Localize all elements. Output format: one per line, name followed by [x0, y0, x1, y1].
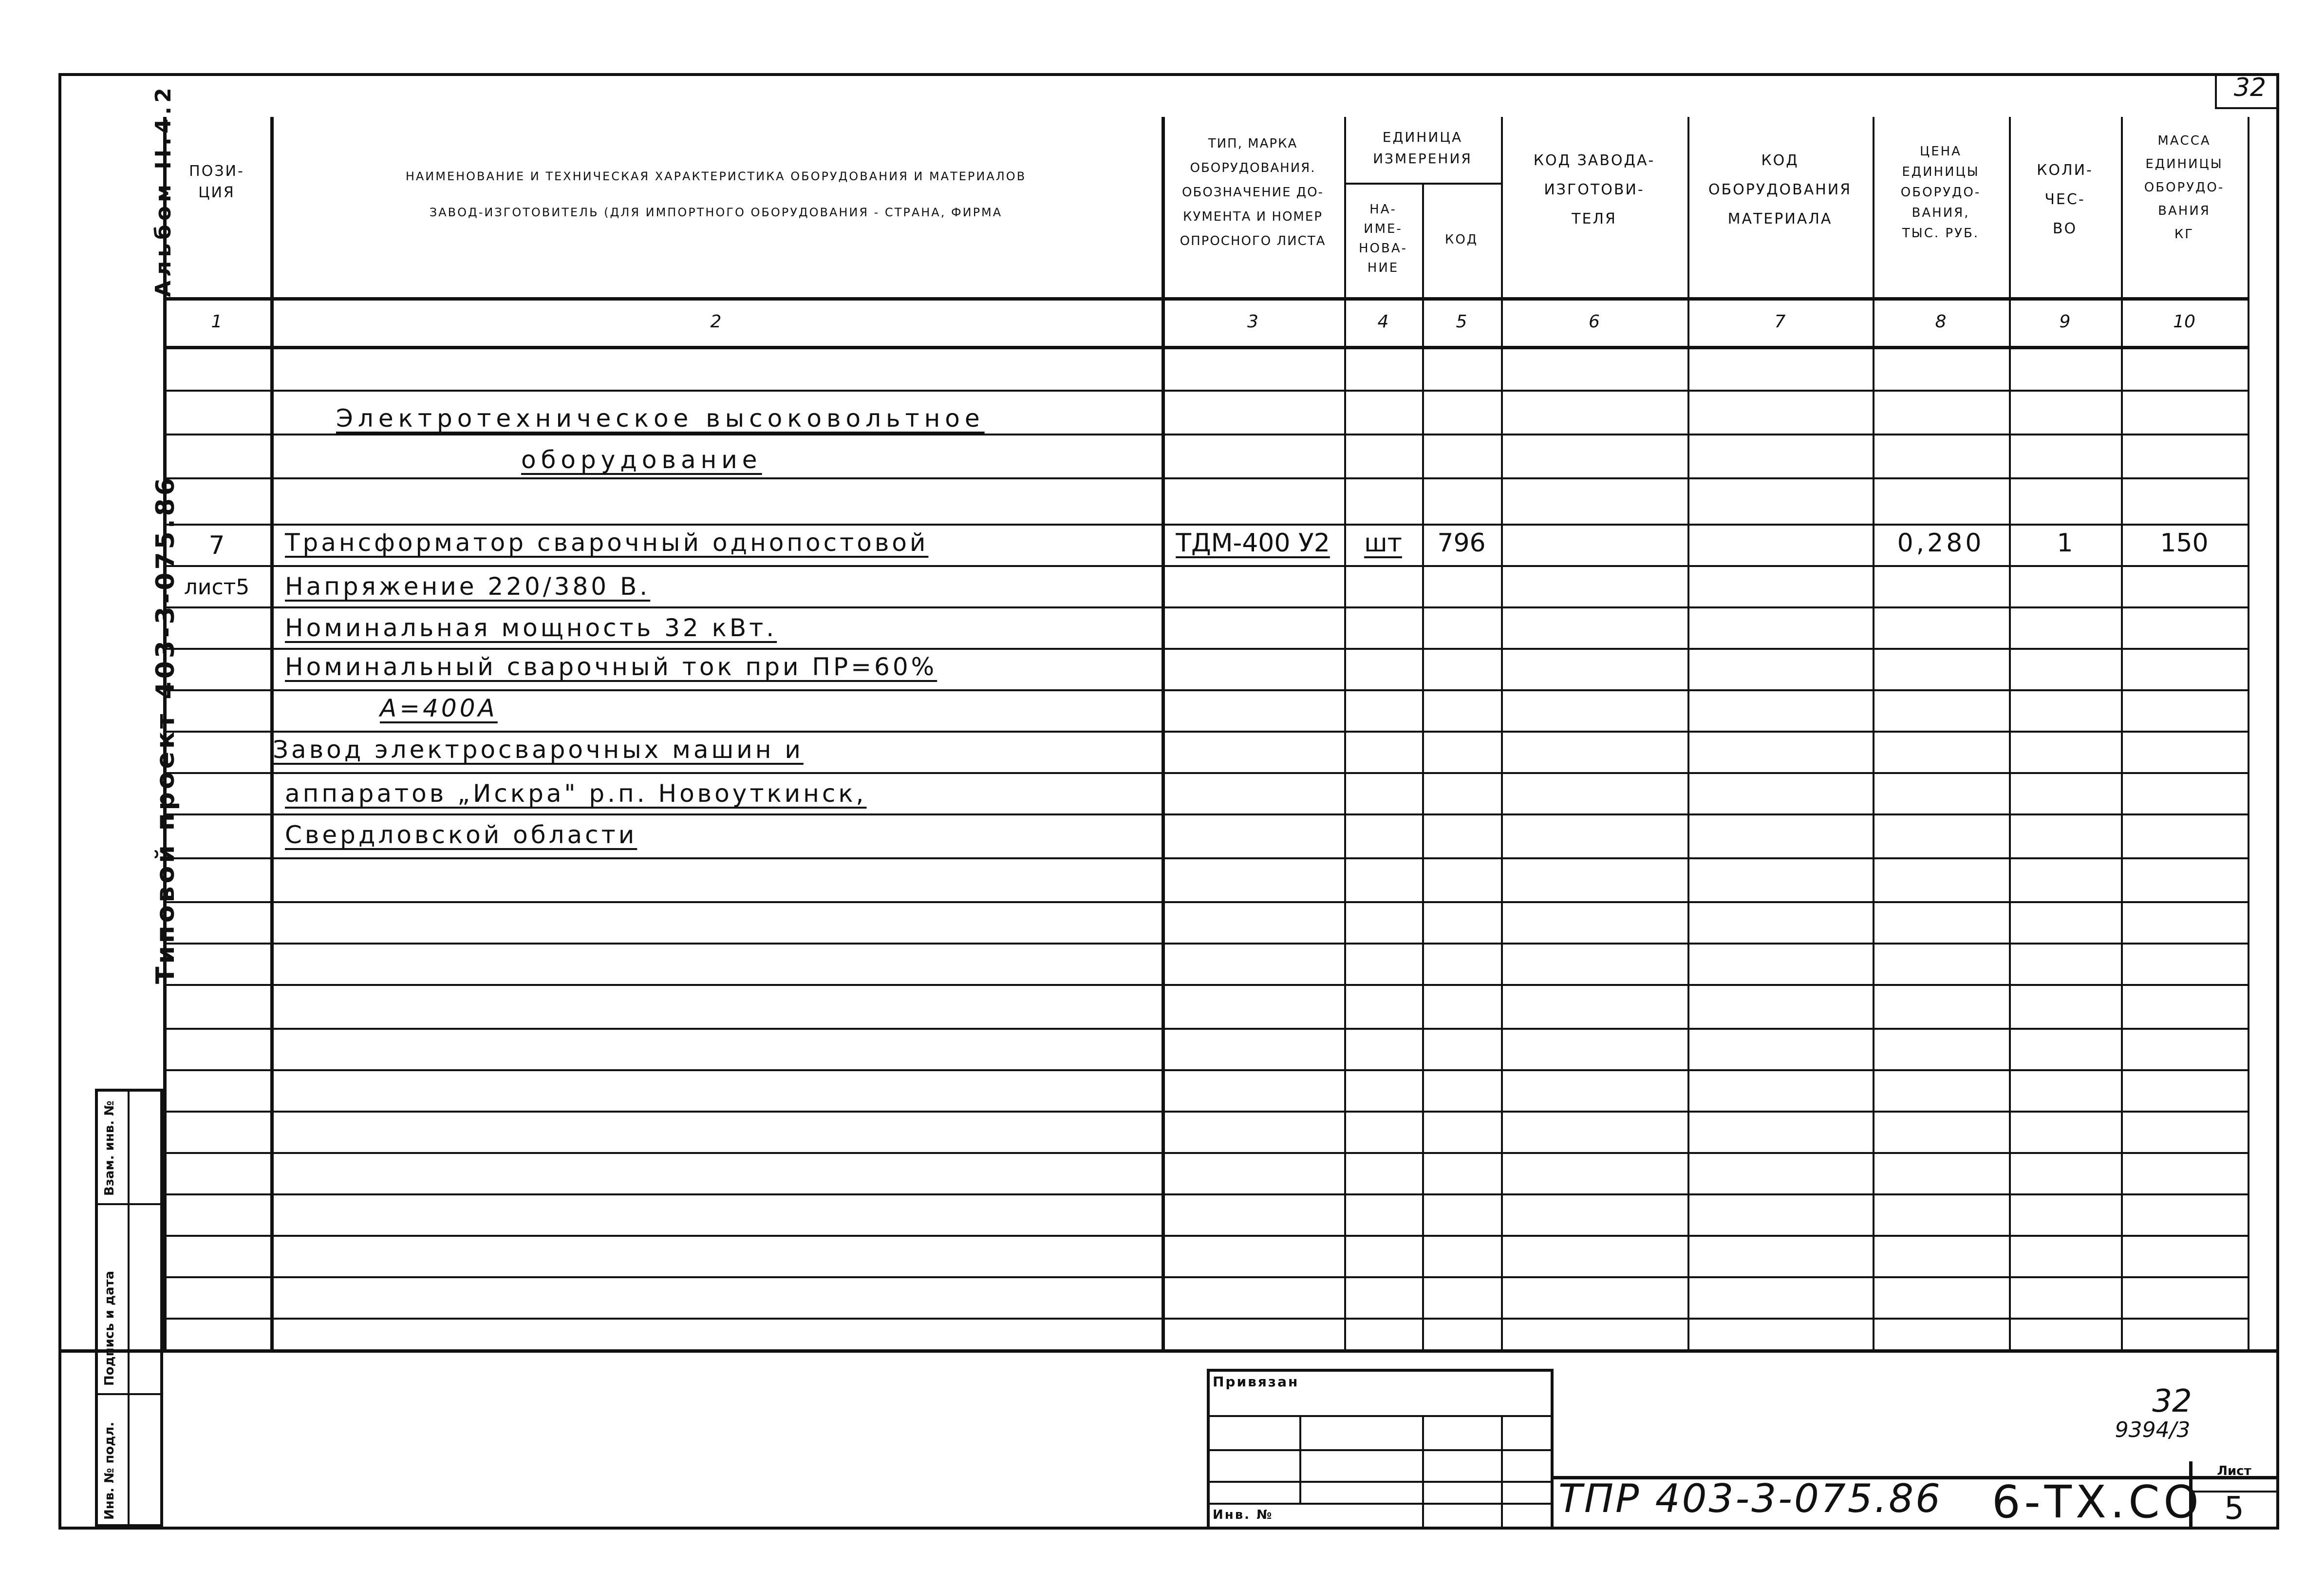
table-row-line	[163, 1276, 2248, 1278]
list-number: 5	[2224, 1491, 2244, 1527]
col-num-5: 5	[1456, 312, 1467, 332]
col-num-4: 4	[1377, 312, 1389, 332]
table-row-line	[163, 1152, 2248, 1154]
item-line-5: А=400А	[380, 694, 498, 722]
table-row-line	[163, 984, 2248, 986]
corner-sheet-number: 32	[2233, 73, 2267, 102]
corner-box-line	[2215, 107, 2279, 109]
table-row-line	[163, 1318, 2248, 1320]
table-row-line	[163, 434, 2248, 435]
table-row-line	[163, 772, 2248, 774]
item-unit-code: 796	[1437, 529, 1486, 558]
col-num-9: 9	[2059, 312, 2071, 332]
col9-header: КОЛИ- ЧЕС- ВО	[2037, 162, 2093, 237]
table-row-line	[163, 731, 2248, 733]
section-title-line-2: оборудование	[521, 446, 762, 474]
col-num-6: 6	[1589, 312, 1600, 332]
sheet-code: 6-ТХ.СО	[1992, 1476, 2203, 1528]
col3-header: ТИП, МАРКА ОБОРУДОВАНИЯ. ОБОЗНАЧЕНИЕ ДО- КУМЕНТА И НОМЕР ОПРОСНОГО ЛИСТА	[1180, 136, 1326, 248]
table-row-line	[163, 524, 2248, 526]
col2-header: НАИМЕНОВАНИЕ И ТЕХНИЧЕСКАЯ ХАРАКТЕРИСТИКА ОБОРУДОВАНИЯ И МАТЕРИАЛОВ ЗАВОД-ИЗГОТОВИТЕЛЬ (ДЛЯ ИМПОРТНОГО ОБОРУДОВАНИЯ - СТРАНА, ФИРМА	[405, 170, 1027, 219]
signature-date-label: Подпись и дата	[102, 1270, 117, 1386]
album-label: Альбом II.4.2	[151, 84, 176, 297]
table-row-line	[163, 813, 2248, 815]
col8-header: ЦЕНА ЕДИНИЦЫ ОБОРУДО- ВАНИЯ, ТЫС. РУБ.	[1900, 144, 1981, 241]
section-title-line-1: Электротехническое высоковольтное	[336, 404, 985, 433]
item-line-7: аппаратов „Искра" р.п. Новоуткинск,	[285, 779, 867, 808]
col-num-10: 10	[2173, 312, 2195, 332]
unit-group-header: ЕДИНИЦА ИЗМЕРЕНИЯ	[1373, 129, 1472, 167]
table-row-line	[163, 901, 2248, 903]
item-quantity: 1	[2057, 529, 2073, 558]
item-line-8: Свердловской области	[285, 821, 637, 849]
item-position: 7	[208, 531, 225, 560]
item-line-4: Номинальный сварочный ток при ПР=60%	[285, 653, 937, 681]
item-line-3: Номинальная мощность 32 кВт.	[285, 614, 777, 642]
col1-header: ПОЗИ- ЦИЯ	[189, 163, 244, 201]
page-number: 32	[2152, 1383, 2192, 1419]
inv-no-label: Инв. №	[1213, 1508, 1274, 1522]
table-row-line	[163, 1028, 2248, 1030]
col-num-7: 7	[1774, 312, 1786, 332]
item-unit-name: шт	[1364, 529, 1402, 558]
table-row-line	[163, 689, 2248, 691]
item-line-6: Завод электросварочных машин и	[273, 736, 804, 764]
item-price: 0,280	[1897, 529, 1985, 558]
table-row-line	[163, 648, 2248, 650]
table-row-line	[163, 1069, 2248, 1071]
vzam-inv-label: Взам. инв. №	[102, 1100, 117, 1196]
col5-header: КОД	[1444, 232, 1479, 247]
table-row-line	[163, 857, 2248, 859]
table-row-line	[163, 1111, 2248, 1113]
table-row-line	[163, 390, 2248, 392]
table-row-line	[163, 1235, 2248, 1237]
col4-header: НА- ИМЕ- НОВА- НИЕ	[1358, 202, 1408, 275]
col-num-1: 1	[211, 312, 223, 332]
project-label: Типовой проект 403-3-075.86	[151, 475, 180, 984]
table-row-line	[163, 477, 2248, 479]
table-row-line	[163, 565, 2248, 567]
privyazan-label: Привязан	[1213, 1374, 1299, 1390]
col-num-2: 2	[710, 312, 722, 332]
table-row-line	[163, 1193, 2248, 1195]
item-sheet-ref: лист5	[184, 575, 250, 600]
doc-code: ТПР 403-3-075.86	[1558, 1476, 1942, 1521]
archive-number: 9394/3	[2115, 1418, 2191, 1442]
item-line-2: Напряжение 220/380 В.	[285, 572, 651, 601]
item-mass: 150	[2160, 529, 2209, 558]
col10-header: МАССА ЕДИНИЦЫ ОБОРУДО- ВАНИЯ КГ	[2144, 133, 2225, 242]
list-label: Лист	[2217, 1464, 2251, 1478]
item-line-1: Трансформатор сварочный однопостовой	[285, 529, 929, 557]
col6-header: КОД ЗАВОДА- ИЗГОТОВИ- ТЕЛЯ	[1533, 152, 1655, 227]
corner-box-line	[2215, 73, 2217, 107]
inv-orig-label: Инв. № подл.	[102, 1421, 117, 1520]
table-row-line	[163, 606, 2248, 608]
col-num-3: 3	[1247, 312, 1258, 332]
col-num-8: 8	[1935, 312, 1947, 332]
table-row-line	[163, 943, 2248, 945]
item-type: ТДМ-400 У2	[1176, 529, 1330, 558]
col7-header: КОД ОБОРУДОВАНИЯ МАТЕРИАЛА	[1708, 152, 1852, 227]
